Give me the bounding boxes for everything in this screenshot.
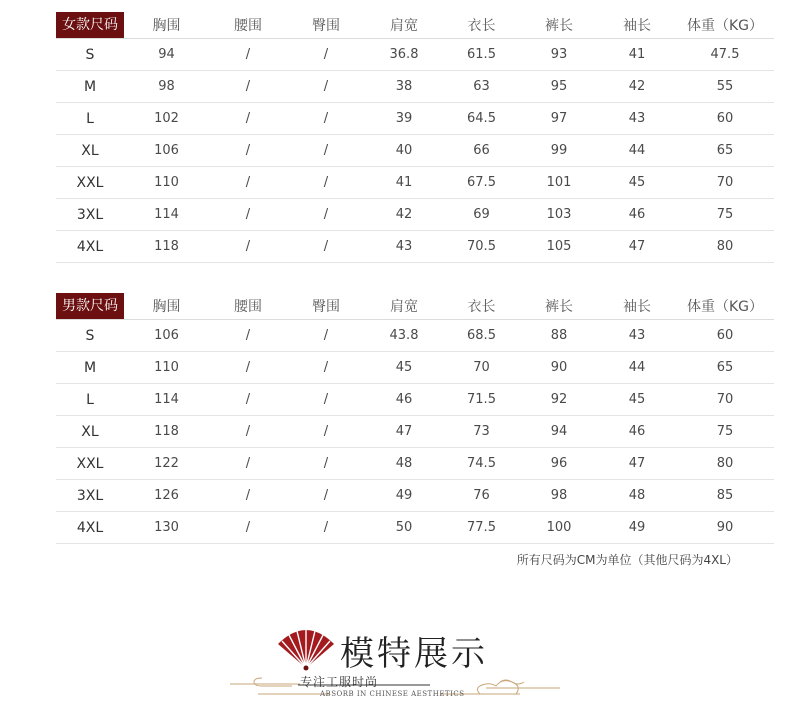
- table-cell: 70.5: [443, 231, 520, 263]
- table-cell: 99: [520, 135, 598, 167]
- table-cell: 39: [365, 103, 443, 135]
- table-cell: 70: [676, 167, 774, 199]
- column-header: 胸围: [124, 293, 209, 320]
- table-cell: 46: [598, 199, 676, 231]
- table-cell: 44: [598, 135, 676, 167]
- table-cell: 64.5: [443, 103, 520, 135]
- column-header: 胸围: [124, 12, 209, 39]
- table-cell: 69: [443, 199, 520, 231]
- table-cell: /: [287, 231, 365, 263]
- table-cell: /: [209, 352, 287, 384]
- table-cell: 130: [124, 512, 209, 544]
- table-header-row: [56, 12, 774, 39]
- size-label: M: [56, 352, 124, 384]
- table-cell: 60: [676, 103, 774, 135]
- size-label: 4XL: [56, 231, 124, 263]
- table-row: [56, 167, 774, 199]
- table-cell: 114: [124, 384, 209, 416]
- table-cell: 45: [598, 167, 676, 199]
- table-row: [56, 199, 774, 231]
- table-cell: 68.5: [443, 320, 520, 352]
- table-header-row: [56, 293, 774, 320]
- column-header: 腰围: [209, 293, 287, 320]
- table-cell: 47: [598, 231, 676, 263]
- table-cell: 71.5: [443, 384, 520, 416]
- table-cell: 48: [365, 448, 443, 480]
- table-cell: 98: [124, 71, 209, 103]
- table-cell: 126: [124, 480, 209, 512]
- table-cell: /: [209, 512, 287, 544]
- table-cell: 101: [520, 167, 598, 199]
- english-tagline: ABSORB IN CHINESE AESTHETICS: [320, 690, 465, 698]
- table-cell: 42: [598, 71, 676, 103]
- table-row: [56, 480, 774, 512]
- table-cell: 43: [598, 103, 676, 135]
- table-cell: 63: [443, 71, 520, 103]
- size-label: 3XL: [56, 480, 124, 512]
- table-cell: 97: [520, 103, 598, 135]
- table-cell: 40: [365, 135, 443, 167]
- table-cell: /: [209, 71, 287, 103]
- table-cell: 90: [676, 512, 774, 544]
- table-cell: 80: [676, 448, 774, 480]
- size-label: 3XL: [56, 199, 124, 231]
- column-header: 腰围: [209, 12, 287, 39]
- table-cell: 38: [365, 71, 443, 103]
- table-cell: 77.5: [443, 512, 520, 544]
- table-cell: /: [287, 448, 365, 480]
- table-cell: 118: [124, 416, 209, 448]
- column-header: 衣长: [443, 293, 520, 320]
- table-cell: 47: [365, 416, 443, 448]
- size-label: XXL: [56, 167, 124, 199]
- table-cell: 61.5: [443, 39, 520, 71]
- table-cell: 50: [365, 512, 443, 544]
- table-cell: 110: [124, 352, 209, 384]
- table-cell: /: [287, 480, 365, 512]
- table-cell: 36.8: [365, 39, 443, 71]
- table-cell: 90: [520, 352, 598, 384]
- table-cell: 80: [676, 231, 774, 263]
- table-cell: /: [209, 480, 287, 512]
- table-cell: /: [287, 199, 365, 231]
- table-row: [56, 352, 774, 384]
- table-cell: 48: [598, 480, 676, 512]
- table-row: [56, 320, 774, 352]
- table-cell: 106: [124, 320, 209, 352]
- table-cell: 47.5: [676, 39, 774, 71]
- size-label: XL: [56, 416, 124, 448]
- folding-fan-icon: [276, 628, 336, 672]
- size-label: XXL: [56, 448, 124, 480]
- table-cell: /: [209, 384, 287, 416]
- table-row: [56, 384, 774, 416]
- table-cell: 102: [124, 103, 209, 135]
- table-cell: 98: [520, 480, 598, 512]
- table-cell: 46: [365, 384, 443, 416]
- table-cell: 100: [520, 512, 598, 544]
- table-cell: 75: [676, 416, 774, 448]
- model-showcase-banner: [0, 620, 790, 723]
- table-cell: 47: [598, 448, 676, 480]
- table-cell: 42: [365, 199, 443, 231]
- column-header: 裤长: [520, 293, 598, 320]
- column-header: 体重（KG）: [676, 293, 774, 320]
- table-cell: 93: [520, 39, 598, 71]
- table-row: [56, 231, 774, 263]
- table-cell: 45: [365, 352, 443, 384]
- table-row: [56, 448, 774, 480]
- table-cell: 67.5: [443, 167, 520, 199]
- table-cell: /: [209, 231, 287, 263]
- table-cell: 122: [124, 448, 209, 480]
- table-cell: 74.5: [443, 448, 520, 480]
- table-cell: 75: [676, 199, 774, 231]
- table-row: [56, 416, 774, 448]
- table-cell: 94: [520, 416, 598, 448]
- women-size-tag: 女款尺码: [56, 12, 124, 38]
- table-cell: 85: [676, 480, 774, 512]
- table-cell: 106: [124, 135, 209, 167]
- table-cell: /: [287, 320, 365, 352]
- table-cell: 43: [598, 320, 676, 352]
- table-cell: 95: [520, 71, 598, 103]
- table-cell: /: [287, 352, 365, 384]
- table-cell: /: [287, 103, 365, 135]
- table-cell: /: [209, 448, 287, 480]
- table-cell: /: [209, 416, 287, 448]
- table-cell: 65: [676, 352, 774, 384]
- table-cell: 70: [676, 384, 774, 416]
- table-cell: 92: [520, 384, 598, 416]
- size-label: S: [56, 320, 124, 352]
- size-label: M: [56, 71, 124, 103]
- column-header: 衣长: [443, 12, 520, 39]
- table-cell: 66: [443, 135, 520, 167]
- table-row: [56, 135, 774, 167]
- table-row: [56, 512, 774, 544]
- table-cell: 49: [598, 512, 676, 544]
- unit-note: 所有尺码为CM为单位（其他尺码为4XL）: [516, 553, 738, 567]
- size-label: L: [56, 103, 124, 135]
- table-cell: 41: [365, 167, 443, 199]
- table-cell: 46: [598, 416, 676, 448]
- table-cell: 96: [520, 448, 598, 480]
- section-title: 模特展示: [340, 634, 488, 674]
- table-cell: 118: [124, 231, 209, 263]
- size-label: 4XL: [56, 512, 124, 544]
- table-cell: 94: [124, 39, 209, 71]
- column-header: 袖长: [598, 293, 676, 320]
- table-cell: /: [209, 199, 287, 231]
- table-cell: 103: [520, 199, 598, 231]
- column-header: 臀围: [287, 12, 365, 39]
- table-cell: 70: [443, 352, 520, 384]
- table-cell: 73: [443, 416, 520, 448]
- table-cell: 43: [365, 231, 443, 263]
- size-label: S: [56, 39, 124, 71]
- table-cell: 44: [598, 352, 676, 384]
- table-cell: 41: [598, 39, 676, 71]
- table-row: [56, 71, 774, 103]
- table-cell: /: [287, 512, 365, 544]
- table-cell: /: [209, 39, 287, 71]
- size-label: XL: [56, 135, 124, 167]
- women-size-table: [56, 12, 774, 263]
- table-cell: 65: [676, 135, 774, 167]
- table-cell: /: [287, 416, 365, 448]
- table-cell: 88: [520, 320, 598, 352]
- table-cell: 105: [520, 231, 598, 263]
- column-header: 袖长: [598, 12, 676, 39]
- table-cell: 49: [365, 480, 443, 512]
- table-cell: /: [209, 135, 287, 167]
- table-cell: 114: [124, 199, 209, 231]
- table-row: [56, 39, 774, 71]
- table-cell: /: [287, 384, 365, 416]
- column-header: 臀围: [287, 293, 365, 320]
- size-label: L: [56, 384, 124, 416]
- table-cell: /: [287, 135, 365, 167]
- column-header: 肩宽: [365, 293, 443, 320]
- table-cell: /: [287, 71, 365, 103]
- table-cell: 43.8: [365, 320, 443, 352]
- table-cell: /: [209, 320, 287, 352]
- men-size-tag: 男款尺码: [56, 293, 124, 319]
- table-cell: /: [209, 103, 287, 135]
- table-cell: /: [287, 167, 365, 199]
- table-row: [56, 103, 774, 135]
- column-header: 体重（KG）: [676, 12, 774, 39]
- table-cell: 60: [676, 320, 774, 352]
- table-cell: 55: [676, 71, 774, 103]
- table-cell: 110: [124, 167, 209, 199]
- slogan-text: 专注工服时尚: [300, 675, 379, 689]
- table-cell: 45: [598, 384, 676, 416]
- column-header: 肩宽: [365, 12, 443, 39]
- column-header: 裤长: [520, 12, 598, 39]
- table-cell: 76: [443, 480, 520, 512]
- men-size-table: [56, 293, 774, 544]
- table-cell: /: [209, 167, 287, 199]
- table-cell: /: [287, 39, 365, 71]
